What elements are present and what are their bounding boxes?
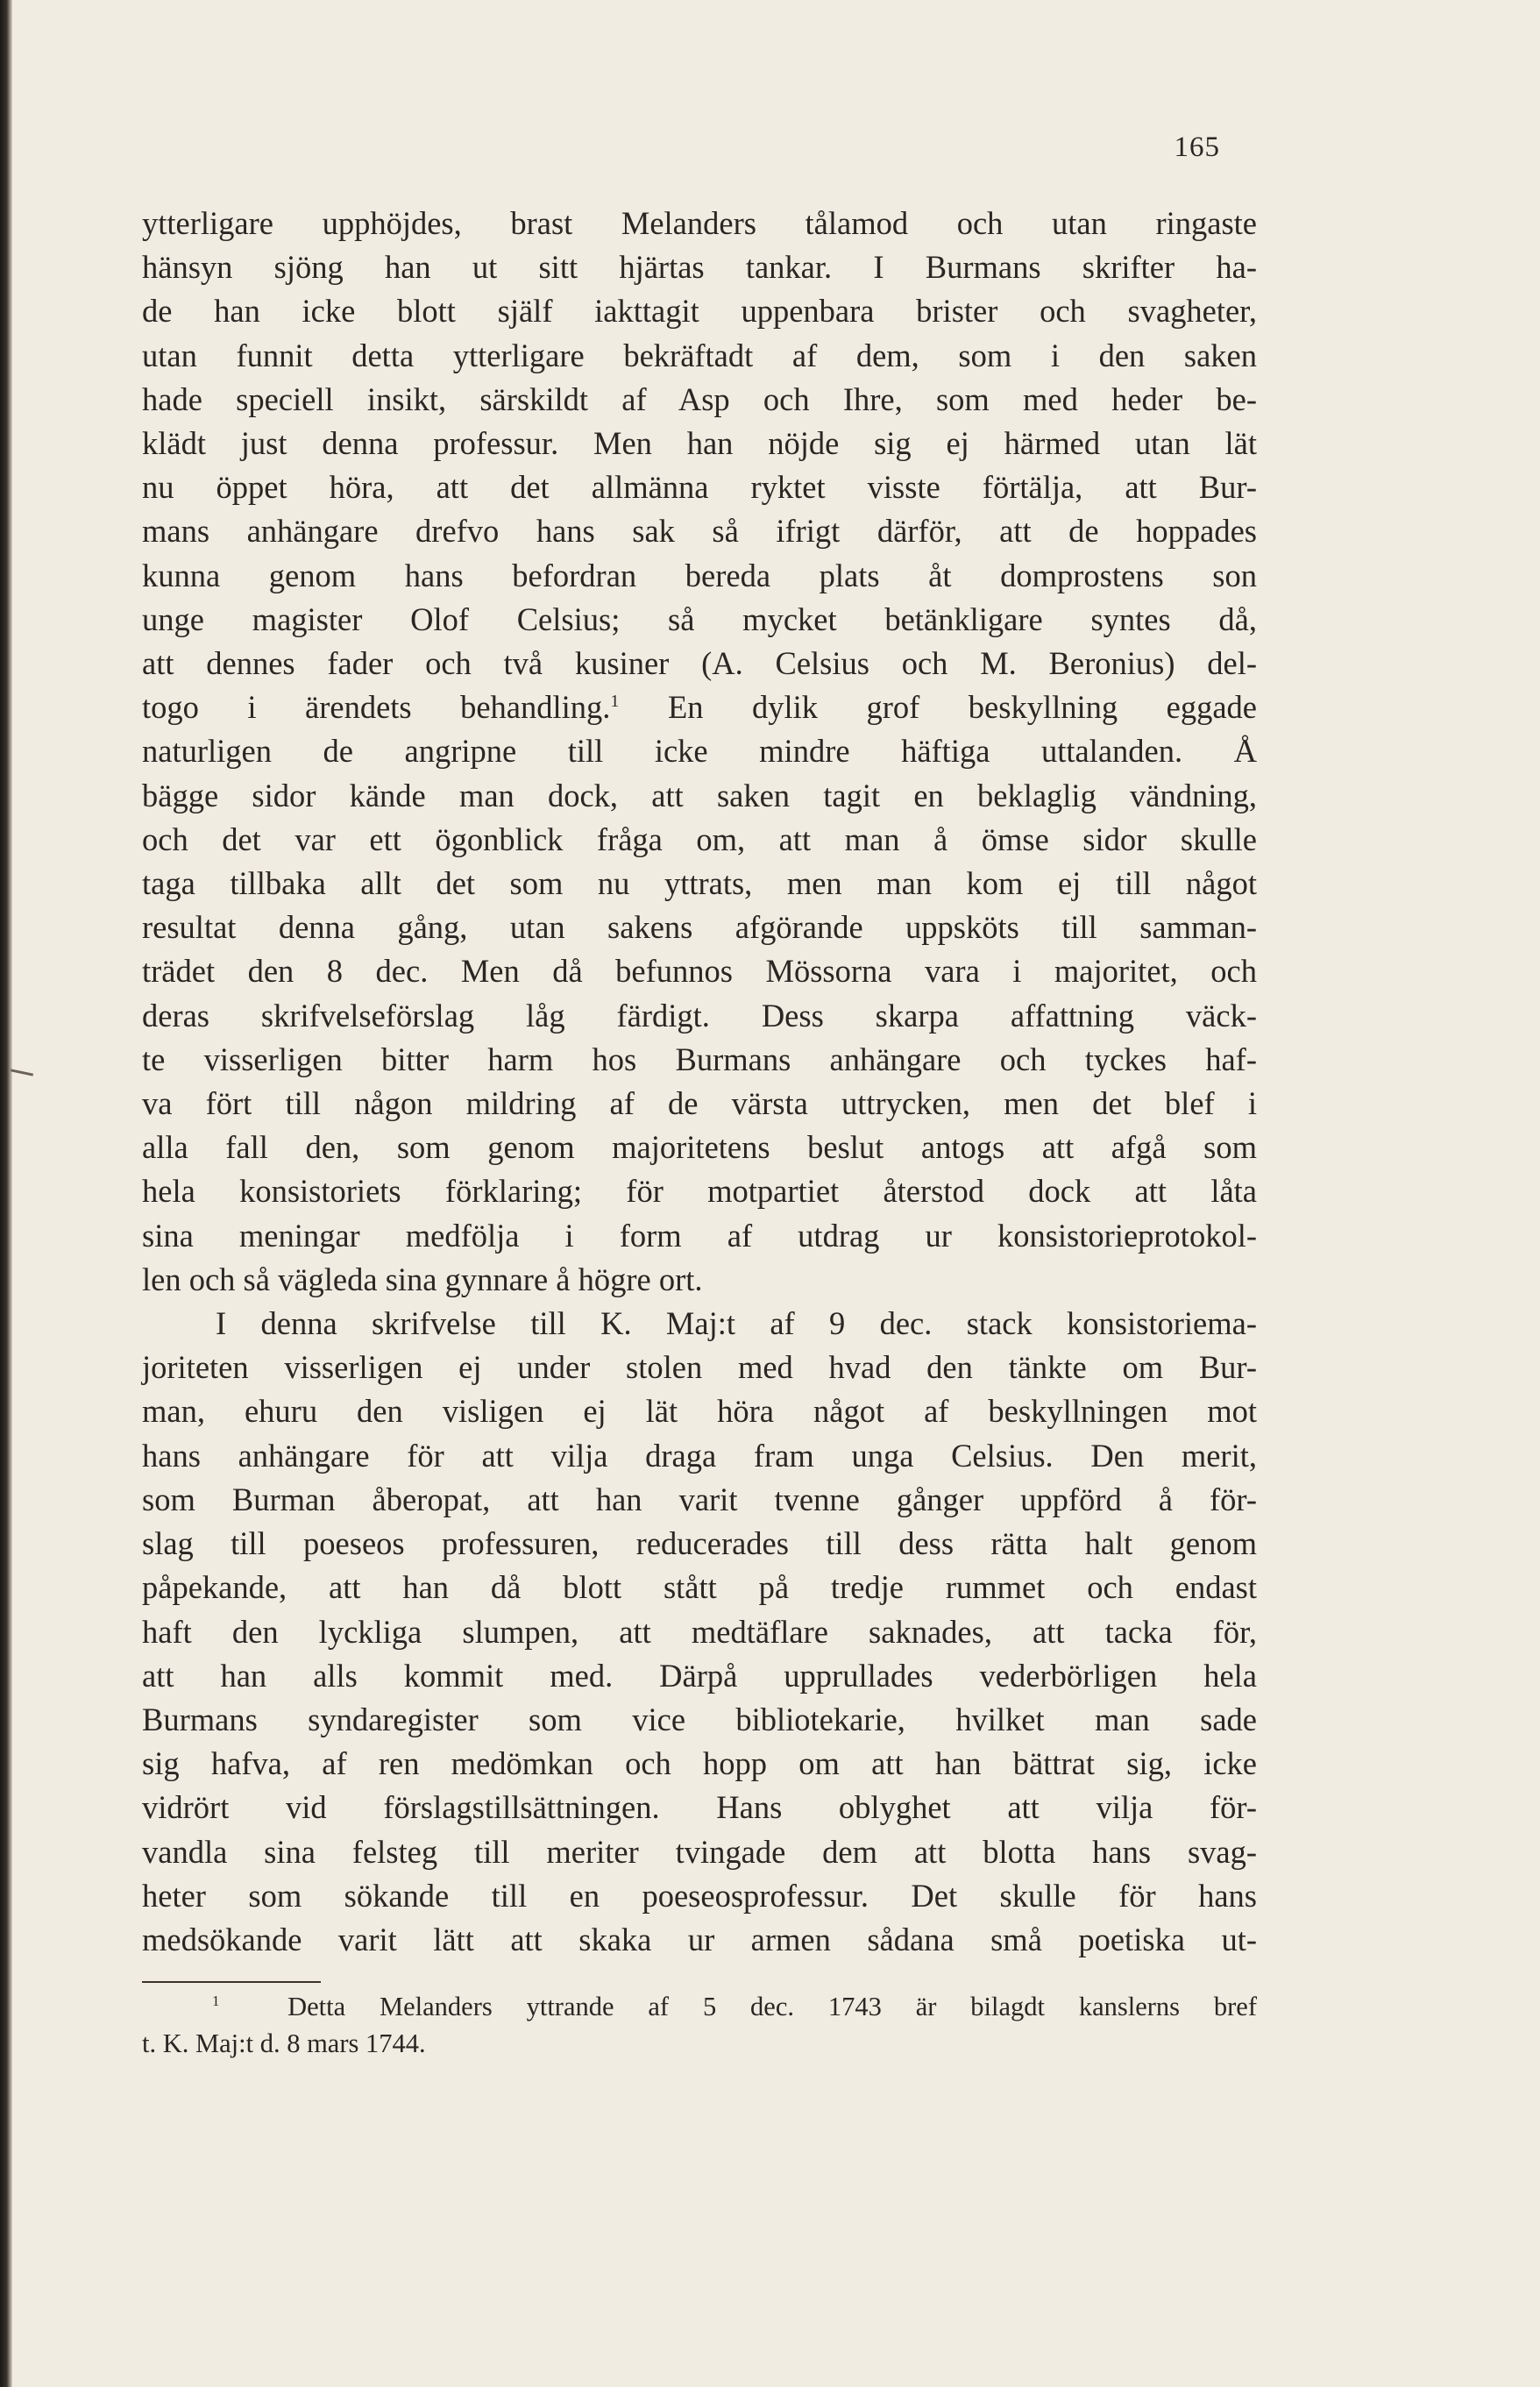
footnote-text: Detta Melanders yttrande af 5 dec. 1743 är bilagdt kanslerns bref <box>287 1992 1257 2021</box>
text-line <box>142 1786 1257 1829</box>
text-line <box>142 289 1257 333</box>
text-line-content: len och så vägleda sina gynnare å högre ort. <box>142 1261 703 1297</box>
text-line-content: deras skrifvelseförslag låg färdigt. Dess skarpa affattning väck- <box>142 997 1257 1034</box>
text-line <box>142 1214 1257 1258</box>
text-line <box>142 598 1257 642</box>
text-line-content: hans anhängare för att vilja draga fram unga Celsius. Den merit, <box>142 1437 1257 1474</box>
text-line-content: taga tillbaka allt det som nu yttrats, men man kom ej till något <box>142 865 1257 902</box>
text-line-content: och det var ett ögonblick fråga om, att man å ömse sidor skulle <box>142 821 1257 857</box>
text-line <box>142 1610 1257 1654</box>
text-line-content: klädt just denna professur. Men han nöjde sig ej härmed utan lät <box>142 425 1257 462</box>
text-line-content: trädet den 8 dec. Men då befunnos Mössorna vara i majoritet, och <box>142 953 1257 990</box>
footnote-line <box>142 1988 1257 2025</box>
text-line <box>142 1566 1257 1609</box>
text-line-content: bägge sidor kände man dock, att saken tagit en beklaglig vändning, <box>142 777 1257 813</box>
text-line <box>142 1346 1257 1389</box>
text-line <box>142 1126 1257 1169</box>
text-line <box>142 862 1257 906</box>
text-line <box>142 1654 1257 1698</box>
text-line-content: vandla sina felsteg till meriter tvingade dem att blotta hans svag- <box>142 1833 1257 1870</box>
text-line <box>142 1434 1257 1478</box>
text-line <box>142 949 1257 993</box>
text-line <box>142 1698 1257 1742</box>
margin-mark <box>11 1069 33 1076</box>
text-line-content: vidrört vid förslagstillsättningen. Hans oblyghet att vilja för- <box>142 1789 1257 1826</box>
text-line-content: togo i ärendets behandling. <box>142 689 611 726</box>
text-line-content: sig hafva, af ren medömkan och hopp om att han bättrat sig, icke <box>142 1745 1257 1782</box>
text-line-content: som Burman åberopat, att han varit tvenne gånger uppförd å för- <box>142 1481 1257 1517</box>
text-line <box>142 1038 1257 1082</box>
text-line <box>142 334 1257 378</box>
text-line <box>142 1874 1257 1918</box>
page-binding-edge <box>0 0 12 2387</box>
text-line-content: hela konsistoriets förklaring; för motpartiet återstod dock att låta <box>142 1173 1257 1210</box>
text-line <box>142 465 1257 509</box>
text-line-content: naturligen de angripne till icke mindre häftiga uttalanden. Å <box>142 733 1257 770</box>
text-line-content: I denna skrifvelse till K. Maj:t af 9 dec. stack konsistoriema- <box>216 1305 1257 1342</box>
text-line <box>142 1918 1257 1962</box>
text-line <box>142 554 1257 598</box>
text-line <box>142 1522 1257 1566</box>
text-line-content: heter som sökande till en poeseosprofessur. Det skulle för hans <box>142 1877 1257 1914</box>
text-line-content: medsökande varit lätt att skaka ur armen sådana små poetiska ut- <box>142 1921 1257 1957</box>
text-line-content: Burmans syndaregister som vice bibliotekarie, hvilket man sade <box>142 1701 1257 1737</box>
text-line-content: alla fall den, som genom majoritetens beslut antogs att afgå som <box>142 1129 1257 1166</box>
text-line-content: haft den lyckliga slumpen, att medtäflare saknades, att tacka för, <box>142 1613 1257 1650</box>
text-line-content: man, ehuru den visligen ej lät höra något af beskyllningen mot <box>142 1393 1257 1430</box>
footnote-reference: 1 <box>610 692 620 712</box>
text-line <box>142 1169 1257 1213</box>
text-line-content: sina meningar medfölja i form af utdrag ur konsistorieprotokol- <box>142 1217 1257 1254</box>
text-line-content: påpekande, att han då blott stått på tredje rummet och endast <box>142 1569 1257 1606</box>
text-line <box>142 1478 1257 1522</box>
text-line <box>142 774 1257 818</box>
text-line-content: te visserligen bitter harm hos Burmans anhängare och tyckes haf- <box>142 1041 1257 1077</box>
text-line <box>142 729 1257 773</box>
text-line-content: nu öppet höra, att det allmänna ryktet visste förtälja, att Bur- <box>142 469 1257 506</box>
text-line-continuation: En dylik grof beskyllning eggade <box>619 689 1257 726</box>
text-line-content: de han icke blott själf iakttagit uppenbara brister och svagheter, <box>142 293 1257 330</box>
text-line <box>142 906 1257 949</box>
text-line-content: utan funnit detta ytterligare bekräftadt af dem, som i den saken <box>142 337 1257 373</box>
text-line <box>142 818 1257 862</box>
text-line <box>142 686 1257 729</box>
text-line-content: kunna genom hans befordran bereda plats åt domprostens son <box>142 557 1257 593</box>
page-number: 165 <box>1174 131 1220 163</box>
text-line-content: resultat denna gång, utan sakens afgörande uppsköts till samman- <box>142 909 1257 946</box>
text-line <box>142 422 1257 465</box>
text-line-content: att han alls kommit med. Därpå upprullades vederbörligen hela <box>142 1657 1257 1694</box>
text-line <box>142 509 1257 553</box>
text-line <box>142 994 1257 1038</box>
text-line-content: unge magister Olof Celsius; så mycket betänkligare syntes då, <box>142 600 1257 637</box>
text-line-content: mans anhängare drefvo hans sak så ifrigt därför, att de hoppades <box>142 513 1257 550</box>
text-line <box>142 378 1257 422</box>
footnotes <box>142 1988 1257 2062</box>
text-line-content: att dennes fader och två kusiner (A. Celsius och M. Beronius) del- <box>142 645 1257 682</box>
text-line <box>142 1302 1257 1346</box>
text-line-content: joriteten visserligen ej under stolen med hvad den tänkte om Bur- <box>142 1349 1257 1386</box>
text-line-content: slag till poeseos professuren, reducerades till dess rätta halt genom <box>142 1525 1257 1562</box>
text-line <box>142 1258 1257 1302</box>
text-line <box>142 1389 1257 1433</box>
text-line <box>142 1830 1257 1874</box>
text-line <box>142 245 1257 289</box>
text-line-content: va fört till någon mildring af de värsta uttrycken, men det blef i <box>142 1085 1257 1122</box>
text-line-content: hade speciell insikt, särskildt af Asp och Ihre, som med heder be- <box>142 380 1257 417</box>
text-line-content: hänsyn sjöng han ut sitt hjärtas tankar. I Burmans skrifter ha- <box>142 249 1257 286</box>
text-line <box>142 1742 1257 1786</box>
footnote-rule <box>142 1981 321 1983</box>
footnote-line: t. K. Maj:t d. 8 mars 1744. <box>142 2028 426 2058</box>
text-line <box>142 642 1257 686</box>
text-line <box>142 202 1257 245</box>
body-text <box>142 202 1257 1962</box>
footnote-marker: 1 <box>212 1992 220 2009</box>
text-line-content: ytterligare upphöjdes, brast Melanders tålamod och utan ringaste <box>142 205 1257 241</box>
text-line <box>142 1082 1257 1126</box>
